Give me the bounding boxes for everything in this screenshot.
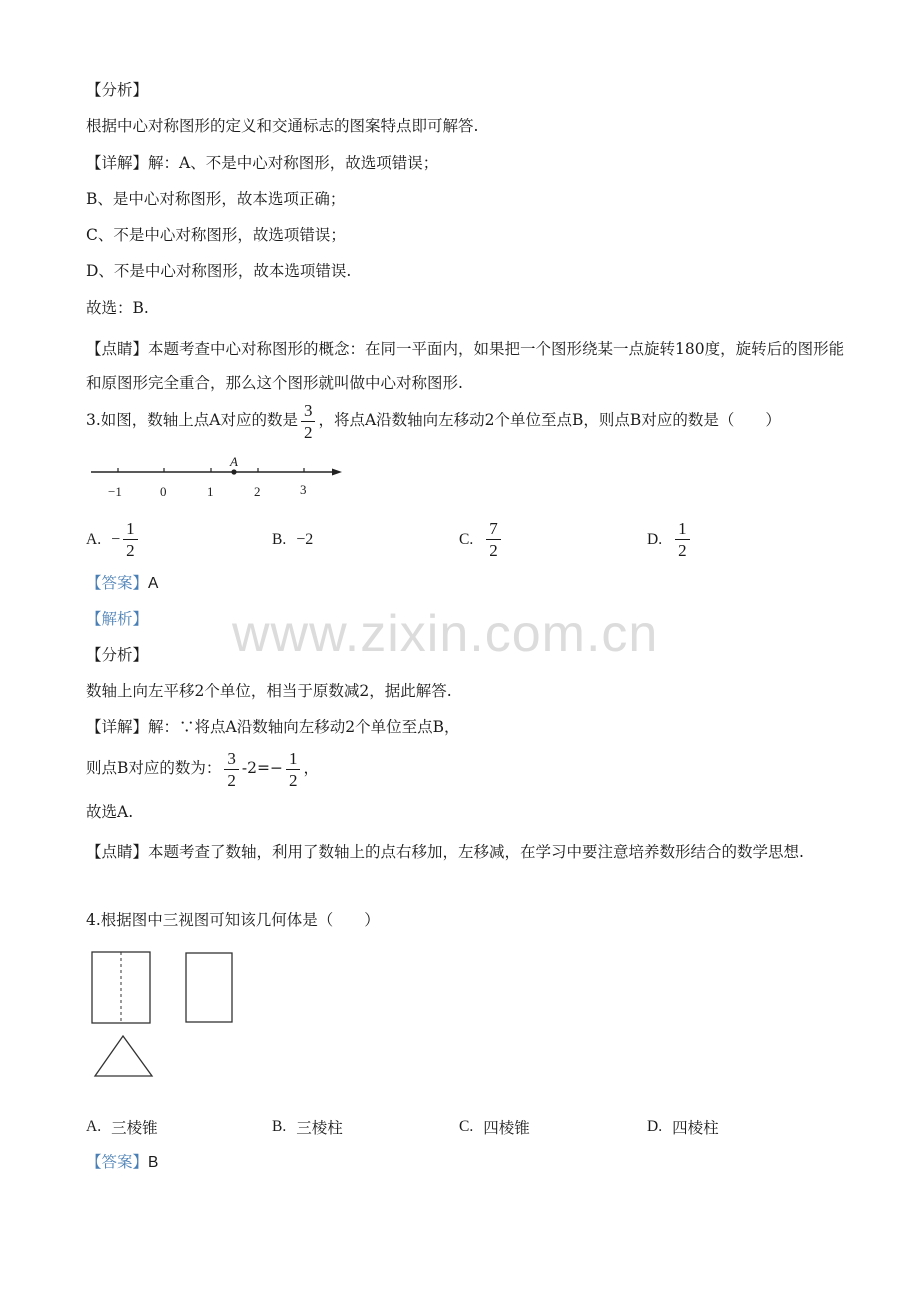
q3-option-c-fraction <box>486 520 501 559</box>
q4-option-c[interactable] <box>459 1116 530 1138</box>
q3-stem-fraction <box>301 402 316 441</box>
q3-calc-num-2: 1 <box>286 750 301 770</box>
q3-answer-line <box>86 573 158 594</box>
q3-answer-value: A <box>148 575 159 592</box>
q3-detail-line <box>86 717 459 737</box>
tick-label-1: 1 <box>207 484 214 499</box>
tick-label-3: 3 <box>300 482 307 497</box>
q4-option-c-text: 四棱锥 <box>483 1119 530 1137</box>
q3-option-a-fraction <box>123 520 138 559</box>
q3-option-b[interactable] <box>272 531 313 549</box>
q2-detail-line <box>86 153 438 173</box>
q4-option-c-letter: C. <box>459 1118 474 1135</box>
q3-calc-den-1: 2 <box>227 770 236 790</box>
number-line-arrow <box>332 469 342 476</box>
q4-option-d-text: 四棱柱 <box>672 1119 719 1137</box>
q3-detail-tag: 【详解】 <box>86 718 149 736</box>
q3-option-a-den: 2 <box>126 541 135 560</box>
q3-comment-tag: 【点睛】 <box>86 843 149 861</box>
q2-comment <box>86 332 846 400</box>
q3-calc-suffix: ， <box>303 759 319 777</box>
q4-answer-line <box>86 1152 158 1173</box>
watermark: www.zixin.com.cn <box>232 605 659 663</box>
q3-comment <box>86 835 846 869</box>
q3-answer-tag: 【答案】 <box>86 574 149 592</box>
q3-option-a[interactable] <box>86 520 141 559</box>
q3-detail-text: 解：∵将点A沿数轴向左移动2个单位至点B， <box>148 718 460 736</box>
q2-comment-text: 本题考查中心对称图形的概念：在同一平面内，如果把一个图形绕某一点旋转180度，旋转后的图形能和原图形完全重合，那么这个图形就叫做中心对称图形. <box>86 340 845 392</box>
q3-option-c-den: 2 <box>489 541 498 560</box>
q3-option-a-sign: − <box>111 530 121 548</box>
point-a-label: A <box>230 454 238 469</box>
q3-stem <box>86 400 781 441</box>
q2-line-c: C、不是中心对称图形，故选项错误； <box>86 226 346 244</box>
tick-label-2: 2 <box>254 484 261 499</box>
q3-option-c-num: 7 <box>486 520 501 540</box>
q2-line-d: D、不是中心对称图形，故本选项错误. <box>86 262 352 280</box>
q3-calc-den-2: 2 <box>288 770 298 790</box>
q3-calc-frac-1 <box>224 750 239 789</box>
q3-option-a-num: 1 <box>123 520 138 540</box>
point-a <box>231 469 236 474</box>
q4-option-b-letter: B. <box>272 1118 287 1135</box>
q3-calc-num-1: 3 <box>224 750 239 770</box>
q3-option-d-fraction <box>675 520 690 559</box>
q3-option-d-num: 1 <box>675 520 690 540</box>
q2-choice: 故选：B. <box>86 299 149 317</box>
q4-answer-value: B <box>148 1154 159 1171</box>
q2-detail-text: 解：A、不是中心对称图形，故选项错误； <box>148 154 439 172</box>
q3-calc-prefix: 则点B对应的数为： <box>86 759 222 777</box>
q3-comment-text: 本题考查了数轴，利用了数轴上的点右移加，左移减，在学习中要注意培养数形结合的数学思想. <box>148 843 804 861</box>
q4-answer-tag: 【答案】 <box>86 1153 149 1171</box>
q3-option-d[interactable] <box>647 520 693 559</box>
q3-choice: 故选A. <box>86 803 134 821</box>
tick-label-minus-1: −1 <box>108 484 122 499</box>
q3-option-a-letter: A. <box>86 530 102 548</box>
q2-comment-tag: 【点睛】 <box>86 340 149 358</box>
q3-calc-frac-2 <box>286 750 301 789</box>
q4-option-b-text: 三棱柱 <box>296 1119 343 1137</box>
q3-calc-line <box>86 748 319 789</box>
side-view-rect <box>186 953 232 1022</box>
q2-analysis-text: 根据中心对称图形的定义和交通标志的图案特点即可解答. <box>86 117 479 135</box>
q4-option-b[interactable] <box>272 1116 343 1138</box>
q3-stem-before: 3.如图，数轴上点A对应的数是 <box>86 411 298 429</box>
q3-solution-tag: 【解析】 <box>86 610 149 628</box>
q4-option-a-letter: A. <box>86 1118 102 1135</box>
q4-stem: 4.根据图中三视图可知该几何体是（ ） <box>86 911 380 929</box>
q3-calc-mid: -2=− <box>241 759 283 777</box>
tick-label-0: 0 <box>160 484 167 499</box>
q4-option-a[interactable] <box>86 1116 158 1138</box>
q3-option-d-den: 2 <box>678 541 687 560</box>
q2-analysis-tag: 【分析】 <box>86 81 149 99</box>
q3-analysis-tag: 【分析】 <box>86 646 149 664</box>
q3-option-b-letter: B. <box>272 531 287 548</box>
number-line-figure <box>86 452 346 502</box>
q4-option-d[interactable] <box>647 1116 719 1138</box>
q3-option-d-letter: D. <box>647 530 663 548</box>
three-view-figure <box>86 948 256 1098</box>
q3-stem-after: ，将点A沿数轴向左移动2个单位至点B，则点B对应的数是（ ） <box>318 411 781 429</box>
q3-option-b-value: −2 <box>296 531 314 548</box>
q2-detail-tag: 【详解】 <box>86 154 149 172</box>
q4-option-a-text: 三棱锥 <box>111 1119 158 1137</box>
q2-line-b: B、是中心对称图形，故本选项正确； <box>86 190 346 208</box>
q4-option-d-letter: D. <box>647 1118 663 1135</box>
q3-stem-frac-den: 2 <box>303 422 313 442</box>
q3-stem-frac-num: 3 <box>301 402 316 422</box>
q3-option-c-letter: C. <box>459 530 474 548</box>
q3-analysis-text: 数轴上向左平移2个单位，相当于原数减2，据此解答. <box>86 682 452 700</box>
q3-option-c[interactable] <box>459 520 504 559</box>
top-view-triangle <box>95 1036 152 1076</box>
